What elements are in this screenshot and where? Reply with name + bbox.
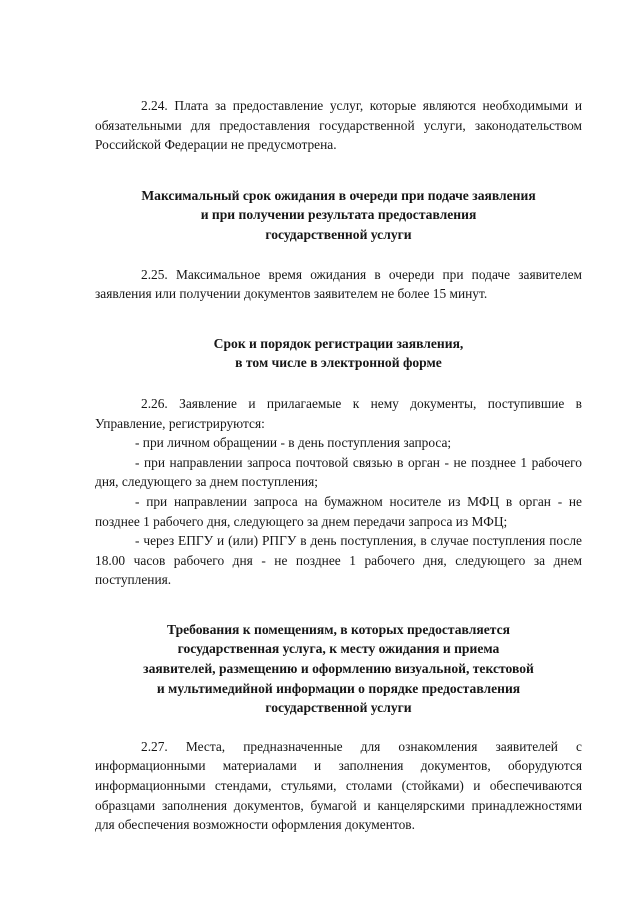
list-item: - при личном обращении - в день поступления запроса; <box>135 435 452 451</box>
paragraph-2-26-intro: 2.26. Заявление и прилагаемые к нему документы, поступившие в Управление, регистрируются: <box>95 395 582 431</box>
heading-line: Срок и порядок регистрации заявления, <box>213 335 464 351</box>
paragraph-2-27: 2.27. Места, предназначенные для ознакомления заявителей с информационными материалами и заполнения документов, оборудуются информационными стендами, стульями, столами (стойками) и обеспечиваются образцами заполнения документов, бумагой и канцелярскими принадлежностями для обеспечения возможности оформления документов. <box>95 738 582 833</box>
paragraph-2-25: 2.25. Максимальное время ожидания в очереди при подаче заявителем заявления или получении документов заявителем не более 15 минут. <box>95 266 582 302</box>
heading-line: заявителей, размещению и оформлению визуальной, текстовой <box>143 661 534 677</box>
heading-line: и мультимедийной информации о порядке предоставления <box>156 680 521 696</box>
heading-line: государственная услуга, к месту ожидания и приема <box>177 641 500 657</box>
list-item: - через ЕПГУ и (или) РПГУ в день поступления, в случае поступления после 18.00 часов рабочего дня - не позднее 1 рабочего дня, следующего за днем поступления. <box>95 533 582 588</box>
heading-queue-wait-time <box>95 186 582 245</box>
heading-line: в том числе в электронной форме <box>235 355 442 371</box>
paragraph-2-24: 2.24. Плата за предоставление услуг, которые являются необходимыми и обязательными для предоставления государственной услуги, законодательством Российской Федерации не предусмотрена. <box>95 98 582 153</box>
heading-line: государственной услуги <box>265 226 412 242</box>
document-page <box>95 96 582 835</box>
heading-line: Максимальный срок ожидания в очереди при подаче заявления <box>141 187 536 203</box>
heading-premises-requirements <box>95 620 582 718</box>
list-item: - при направлении запроса на бумажном носителе из МФЦ в орган - не позднее 1 рабочего дня, следующего за днем передачи запроса из МФЦ; <box>95 493 582 529</box>
heading-line: государственной услуги <box>265 700 412 716</box>
heading-line: и при получении результата предоставления <box>200 207 477 223</box>
list-item: - при направлении запроса почтовой связью в орган - не позднее 1 рабочего дня, следующего за днем поступления; <box>95 454 582 490</box>
heading-line: Требования к помещениям, в которых предоставляется <box>167 621 510 637</box>
heading-registration-procedure <box>95 334 582 373</box>
